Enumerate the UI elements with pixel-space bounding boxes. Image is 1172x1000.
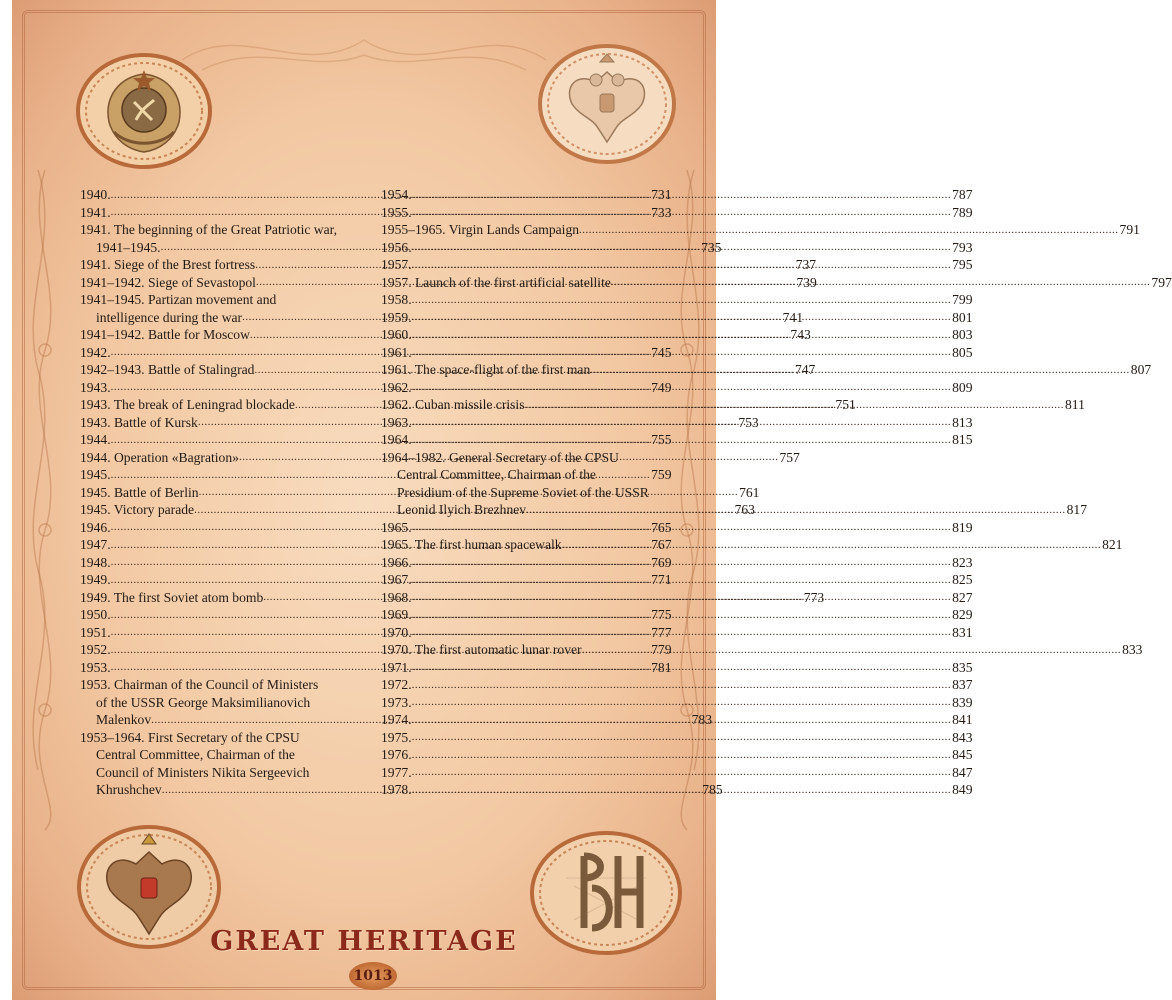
toc-entry-line [80, 291, 367, 309]
toc-entry-title: 1945. Battle of Berlin [80, 484, 199, 500]
dot-leader [526, 502, 1066, 519]
toc-entry-title: 1971. [381, 659, 412, 675]
footer-title: GREAT HERITAGE [210, 926, 518, 957]
toc-entry-line [381, 554, 973, 572]
left-flourish-ornament [20, 170, 70, 830]
toc-entry-title: 1946. [80, 519, 111, 535]
toc-entry-title: 1948. [80, 554, 111, 570]
toc-entry-title: 1962. [381, 379, 412, 395]
dot-leader [412, 624, 952, 641]
dot-leader [412, 239, 952, 256]
toc-entry [381, 764, 973, 782]
dot-leader [412, 432, 952, 449]
toc-page-number: 731 [651, 187, 672, 202]
toc-entry-title: 1941. The beginning of the Great Patriotic war, [80, 222, 338, 237]
dot-leader [412, 257, 952, 274]
toc-page-number: 805 [952, 344, 973, 360]
dot-leader [590, 362, 1130, 379]
toc-entry-line [80, 221, 367, 239]
toc-page-number: 741 [782, 309, 803, 325]
toc-page-number: 775 [651, 607, 672, 622]
dot-leader [412, 572, 952, 589]
toc-entry-title: 1970. [381, 624, 412, 640]
toc-entry-title: 1944. Operation «Bagration» [80, 449, 239, 465]
toc-entry-title: 1970. The first automatic lunar rover [381, 642, 582, 657]
toc-entry-title: 1954. [381, 187, 412, 202]
toc-entry [381, 379, 973, 397]
dot-leader [412, 379, 952, 396]
toc-entry-title: 1978. [381, 782, 412, 797]
toc-entry [381, 746, 973, 764]
toc-entry-line [381, 431, 973, 449]
toc-entry [381, 676, 973, 694]
toc-page-number: 759 [651, 467, 672, 482]
toc-entry-title: 1945. [80, 467, 111, 482]
toc-entry-line [80, 676, 367, 694]
toc-entry-title: intelligence during the war [96, 309, 243, 325]
toc-entry-title: 1941–1942. Battle for Moscow [80, 327, 250, 342]
toc-entry [381, 554, 973, 572]
toc-entry-title: 1965. [381, 519, 412, 535]
toc-page-number: 769 [651, 554, 672, 570]
toc-page-number: 735 [701, 239, 722, 255]
toc-entry-title: 1962. Cuban missile crisis [381, 397, 525, 412]
dot-leader [412, 712, 952, 729]
toc-entry [381, 659, 973, 677]
toc-entry-line [381, 694, 973, 712]
dot-leader [611, 274, 1151, 291]
toc-page-number: 773 [803, 589, 825, 605]
toc-entry-line [381, 764, 973, 782]
toc-entry-line [381, 204, 973, 222]
toc-entry-title: 1953. Chairman of the Council of Ministers [80, 677, 319, 692]
dot-leader [412, 659, 952, 676]
toc-page-number: 847 [952, 764, 973, 780]
toc-entry-title: 1942. [80, 344, 111, 360]
toc-entry-title: 1958. [381, 292, 412, 307]
toc-entry-title: 1963. [381, 414, 412, 430]
toc-page-number: 841 [952, 712, 973, 727]
dot-leader [412, 414, 952, 431]
toc-page-number: 793 [952, 239, 973, 255]
toc-page-number: 779 [651, 642, 672, 657]
toc-entry [381, 571, 973, 589]
toc-page-number: 843 [952, 729, 973, 745]
toc-entry-line [381, 221, 1140, 239]
toc-entry-title: 1940. [80, 187, 111, 202]
toc-page-number: 747 [794, 362, 816, 377]
toc-entry-title: 1961. [381, 344, 412, 360]
toc-entry-title: 1959. [381, 309, 412, 325]
toc-entry-title: 1974. [381, 712, 412, 727]
toc-page-number: 815 [952, 432, 973, 447]
toc-entry-line [381, 466, 666, 484]
toc-entry-title: 1964. [381, 432, 412, 447]
top-flourish-ornament [182, 20, 546, 80]
toc-entry-title: 1941–1945. Partizan movement and [80, 292, 277, 307]
toc-entry-title: 1969. [381, 607, 412, 622]
toc-entry-line [80, 694, 367, 712]
toc-entry-title: 1975. [381, 729, 412, 745]
toc-entry [381, 431, 973, 449]
dot-leader [525, 397, 1065, 414]
toc-entry-line [381, 606, 973, 624]
dot-leader [412, 694, 952, 711]
toc-entry-title: 1941–1942. Siege of Sevastopol [80, 274, 256, 290]
toc-entry-title: 1949. [80, 572, 111, 587]
toc-entry-title: 1955–1965. Virgin Lands Campaign [381, 222, 580, 237]
dot-leader [412, 292, 952, 309]
toc-entry-title: 1953. [80, 659, 111, 675]
toc-entry-title: 1950. [80, 607, 111, 622]
toc-entry-line [381, 484, 666, 502]
toc-entry-line [381, 676, 973, 694]
toc-entry [381, 606, 973, 624]
dot-leader [412, 677, 952, 694]
dot-leader [412, 204, 952, 221]
dot-leader [412, 747, 952, 764]
toc-entry-title: 1960. [381, 327, 412, 342]
toc-page-number: 783 [691, 712, 713, 727]
dot-leader [412, 327, 952, 344]
toc-page-number: 835 [952, 659, 973, 675]
toc-entry [381, 519, 973, 537]
toc-entry [381, 641, 1143, 659]
toc-entry-title: 1976. [381, 747, 412, 762]
toc-entry [381, 344, 973, 362]
toc-entry-line [381, 186, 973, 204]
toc-entry-title: 1942–1943. Battle of Stalingrad [80, 362, 255, 377]
dot-leader [412, 729, 952, 746]
toc-entry-title: 1961. The space-flight of the first man [381, 362, 591, 377]
toc-entry-title: 1965. The first human spacewalk [381, 537, 562, 552]
book-page [12, 0, 1172, 1000]
toc-page-number: 797 [1151, 274, 1172, 290]
toc-entry-title: 1968. [381, 589, 412, 605]
toc-page-number: 801 [952, 309, 973, 325]
toc-entry-title: Central Committee, Chairman of the [397, 467, 596, 482]
toc-entry-title: Malenkov [96, 712, 152, 727]
toc-entry-title: 1964–1982. General Secretary of the CPSU [381, 449, 619, 465]
toc-page-number: 743 [790, 327, 811, 342]
toc-page-number: 795 [952, 257, 973, 272]
toc-page-number: 833 [1122, 642, 1143, 657]
dot-leader [412, 187, 952, 204]
toc-page-number: 777 [651, 624, 672, 640]
toc-page-number: 737 [795, 257, 817, 272]
toc-entry-line [381, 379, 973, 397]
toc-page-number: 809 [952, 379, 973, 395]
toc-page-number: 817 [1066, 502, 1087, 517]
toc-page-number: 849 [952, 782, 973, 797]
dot-leader [412, 589, 952, 606]
toc-page-number: 757 [779, 449, 800, 465]
dot-leader [412, 519, 952, 536]
toc-entry-line [381, 449, 666, 467]
toc-entry-line [381, 519, 973, 537]
toc-entry-title: 1957. [381, 257, 412, 272]
toc-page-number: 825 [952, 572, 973, 587]
dot-leader [562, 537, 1102, 554]
toc-page-number: 789 [952, 204, 973, 220]
toc-entry [381, 536, 1123, 554]
toc-entry [381, 694, 973, 712]
toc-entry-title: 1953–1964. First Secretary of the CPSU [80, 729, 300, 745]
dot-leader [412, 764, 952, 781]
toc-page-number: 829 [952, 607, 973, 622]
toc-page-number: 837 [952, 677, 973, 692]
toc-page-number: 781 [651, 659, 672, 675]
toc-page-number: 803 [952, 327, 973, 342]
toc-entry [381, 291, 973, 309]
dot-leader [412, 309, 952, 326]
toc-page-number: 767 [651, 537, 672, 552]
toc-entry-title: 1947. [80, 537, 111, 552]
toc-entry-title: 1966. [381, 554, 412, 570]
toc-page-number: 807 [1130, 362, 1152, 377]
toc-page-number: 839 [952, 694, 973, 710]
toc-page-number: 745 [651, 344, 672, 360]
toc-page-number: 753 [738, 414, 759, 430]
toc-entry-title: 1943. The break of Leningrad blockade [80, 397, 295, 412]
toc-entry-title: 1943. [80, 379, 111, 395]
toc-entry-line [381, 729, 973, 747]
toc-entry [381, 221, 1140, 239]
toc-page-number: 791 [1119, 222, 1140, 237]
toc-entry-line [381, 571, 973, 589]
toc-entry-line [381, 659, 973, 677]
toc-page-number: 733 [651, 204, 672, 220]
toc-entry-title: Khrushchev [96, 782, 162, 797]
dot-leader [579, 222, 1119, 239]
toc-entry-title: 1955. [381, 204, 412, 220]
toc-entry-title: 1944. [80, 432, 111, 447]
toc-entry-line [381, 536, 1123, 554]
toc-entry-title: Council of Ministers Nikita Sergeevich [96, 764, 310, 780]
toc-entry-line [80, 746, 367, 764]
toc-page-number: 751 [835, 397, 856, 412]
toc-entry-title: 1945. Victory parade [80, 502, 195, 517]
toc-entry-title: 1951. [80, 624, 111, 640]
toc-page-number: 827 [952, 589, 973, 605]
toc-page-number: 831 [952, 624, 973, 640]
toc-entry-title: 1967. [381, 572, 412, 587]
toc-entry [381, 729, 973, 747]
toc-entry [381, 204, 973, 222]
toc-entry-title: 1949. The first Soviet atom bomb [80, 589, 264, 605]
toc-page-number: 761 [739, 484, 760, 500]
toc-entry-title: 1941. Siege of the Brest fortress [80, 257, 256, 272]
toc-entry-title: 1956. [381, 239, 412, 255]
toc-page-number: 811 [1065, 397, 1085, 412]
toc-page-number: 821 [1102, 537, 1123, 552]
toc-entry [381, 186, 973, 204]
page-number-badge: 1013 [349, 962, 397, 990]
toc-page-number: 799 [952, 292, 973, 307]
toc-entry-line [381, 344, 973, 362]
toc-page-number: 813 [952, 414, 973, 430]
toc-entry-title: Presidium of the Supreme Soviet of the USSR [397, 484, 649, 500]
dot-leader [412, 607, 952, 624]
toc-page-number: 771 [651, 572, 672, 587]
toc-page-number: 765 [651, 519, 672, 535]
dot-leader [412, 782, 952, 799]
toc-page-number: 823 [952, 554, 973, 570]
toc-entry-title: 1941–1945. [96, 239, 161, 255]
dot-leader [412, 554, 952, 571]
toc-page-number: 819 [952, 519, 973, 535]
toc-entry-line [80, 764, 367, 782]
toc-page-number: 755 [651, 432, 672, 447]
toc-entry-line [381, 624, 973, 642]
toc-entry-title: Central Committee, Chairman of the [96, 747, 295, 762]
toc-entry-title: 1957. Launch of the first artificial satellite [381, 274, 611, 290]
dot-leader [582, 642, 1122, 659]
toc-entry-title: of the USSR George Maksimilianovich [96, 694, 311, 710]
toc-entry-title: 1973. [381, 694, 412, 710]
toc-page-number: 787 [952, 187, 973, 202]
toc-entry-line [381, 746, 973, 764]
toc-entry-line [381, 291, 973, 309]
soviet-emblem-icon [74, 52, 214, 170]
toc-page-number: 845 [952, 747, 973, 762]
dot-leader [412, 344, 952, 361]
toc-page-number: 739 [796, 274, 817, 290]
toc-entry-title: 1943. Battle of Kursk [80, 414, 198, 430]
toc-entry [381, 624, 973, 642]
toc-entry-line [80, 729, 367, 747]
toc-entry-line [381, 641, 1143, 659]
toc-page-number: 749 [651, 379, 672, 395]
toc-entry-title: 1952. [80, 642, 111, 657]
toc-page-number: 785 [702, 782, 723, 797]
toc-entry-title: Leonid Ilyich Brezhnev [397, 502, 527, 517]
toc-entry-title: 1977. [381, 764, 412, 780]
toc-page-number: 763 [734, 502, 755, 517]
russian-eagle-emblem-icon [536, 42, 678, 166]
toc-entry-title: 1941. [80, 204, 111, 220]
toc-entry-title: 1972. [381, 677, 412, 692]
